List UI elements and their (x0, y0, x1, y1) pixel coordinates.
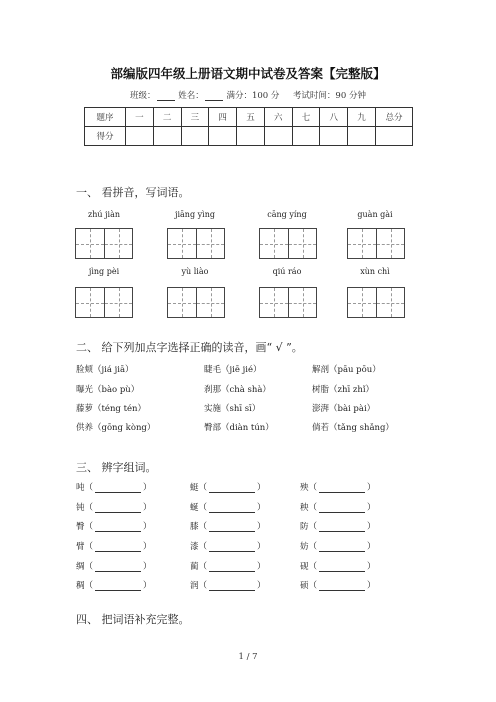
character: 秧 (300, 503, 309, 513)
answer-blank[interactable] (209, 484, 255, 493)
score-header-cell: 题序 (85, 108, 126, 127)
pinyin-row-1 (55, 210, 455, 222)
answer-blank[interactable] (95, 543, 141, 552)
score-cell[interactable] (292, 127, 320, 146)
score-table (84, 107, 413, 146)
score-header-cell: 四 (209, 108, 237, 127)
page-number: 1 / 7 (238, 652, 258, 662)
score-header-cell: 六 (264, 108, 292, 127)
word-group-item: 蜓（ ） (190, 483, 266, 493)
reading-option[interactable]: 藤萝（téng tén） (76, 404, 146, 414)
word-group-item: 蜒（ ） (190, 503, 266, 513)
word-group-item: 防（ ） (300, 522, 376, 532)
score-header-cell: 五 (237, 108, 265, 127)
character: 钝 (76, 503, 85, 513)
reading-option[interactable]: 澎湃（bài pài） (312, 404, 376, 414)
word-group-item: 绸（ ） (76, 562, 152, 572)
answer-blank[interactable] (319, 523, 365, 532)
score-cell[interactable] (237, 127, 265, 146)
reading-option[interactable]: 实施（shī sī） (204, 404, 261, 414)
reading-option[interactable]: 臀部（diàn tún） (204, 423, 274, 433)
word-group-item: 蔺（ ） (190, 562, 266, 572)
pinyin: cāng yíng (267, 210, 307, 219)
writing-grid[interactable] (259, 287, 317, 318)
character: 绸 (76, 562, 85, 572)
word-group-item: 殃（ ） (300, 483, 376, 493)
reading-option[interactable]: 曝光（bào pù） (76, 385, 140, 395)
reading-option[interactable]: 解剖（pāu pōu） (312, 365, 381, 375)
character: 膝 (190, 522, 199, 532)
score-header-cell: 三 (181, 108, 209, 127)
word-group-item: 妨（ ） (300, 542, 376, 552)
character: 妨 (300, 542, 309, 552)
word-group-item: 硕（ ） (300, 581, 376, 591)
character: 蜓 (190, 483, 199, 493)
reading-option[interactable]: 刹那（chà shà） (204, 385, 271, 395)
reading-option[interactable]: 树脂（zhī zhǐ） (312, 385, 375, 395)
pinyin: guàn gài (357, 210, 393, 219)
page-title: 部编版四年级上册语文期中试卷及答案【完整版】 (110, 66, 386, 81)
section-3-heading: 三、 辨字组词。 (76, 461, 157, 474)
word-group-item: 砚（ ） (300, 562, 376, 572)
writing-grid[interactable] (259, 228, 317, 259)
class-blank[interactable] (157, 92, 175, 101)
score-header-cell: 总分 (376, 108, 413, 127)
character: 硕 (300, 581, 309, 591)
score-row-label: 得分 (85, 127, 126, 146)
score-cell[interactable] (153, 127, 181, 146)
answer-blank[interactable] (319, 543, 365, 552)
exam-time: 考试时间：90 分钟 (292, 91, 366, 101)
pinyin: jiāng yìng (175, 210, 215, 219)
reading-option[interactable]: 脸颊（jiá jiā） (76, 365, 134, 375)
writing-grid[interactable] (347, 228, 405, 259)
word-group-item: 秧（ ） (300, 503, 376, 513)
reading-option[interactable]: 供养（gōng kòng） (76, 423, 156, 433)
writing-grid[interactable] (167, 287, 225, 318)
section-4-heading: 四、 把词语补充完整。 (76, 613, 190, 626)
score-cell[interactable] (376, 127, 413, 146)
answer-blank[interactable] (319, 563, 365, 572)
word-group-item: 膝（ ） (190, 522, 266, 532)
character: 漆 (190, 542, 199, 552)
character: 臀 (76, 522, 85, 532)
answer-blank[interactable] (319, 484, 365, 493)
answer-blank[interactable] (209, 523, 255, 532)
answer-blank[interactable] (209, 504, 255, 513)
reading-option[interactable]: 倘若（tǎng shǎng） (312, 423, 394, 433)
answer-blank[interactable] (95, 484, 141, 493)
writing-grid[interactable] (75, 228, 133, 259)
writing-grid[interactable] (75, 287, 133, 318)
answer-blank[interactable] (209, 582, 255, 591)
exam-info (0, 89, 496, 101)
writing-grid[interactable] (167, 228, 225, 259)
answer-blank[interactable] (209, 543, 255, 552)
answer-blank[interactable] (95, 523, 141, 532)
word-group-item: 钝（ ） (76, 503, 152, 513)
character: 臂 (76, 542, 85, 552)
character: 防 (300, 522, 309, 532)
writing-grid[interactable] (347, 287, 405, 318)
pinyin: xùn chì (360, 267, 390, 276)
score-header-cell: 八 (320, 108, 348, 127)
character: 蔺 (190, 562, 199, 572)
score-header-cell: 七 (292, 108, 320, 127)
character: 殃 (300, 483, 309, 493)
score-cell[interactable] (264, 127, 292, 146)
section-1-heading: 一、 看拼音，写词语。 (76, 186, 190, 199)
full-score: 满分：100 分 (226, 91, 280, 101)
score-cell[interactable] (126, 127, 154, 146)
class-label: 班级： (130, 91, 156, 101)
score-cell[interactable] (320, 127, 348, 146)
character: 蜒 (190, 503, 199, 513)
score-header-cell: 一 (126, 108, 154, 127)
word-group-item: 臂（ ） (76, 542, 152, 552)
score-value-row (85, 127, 413, 146)
name-blank[interactable] (205, 92, 223, 101)
score-header-cell: 二 (153, 108, 181, 127)
score-header-row (85, 108, 413, 127)
answer-blank[interactable] (319, 582, 365, 591)
character: 润 (190, 581, 199, 591)
pinyin-row-2 (55, 267, 455, 279)
word-group-item: 臀（ ） (76, 522, 152, 532)
pinyin: qiú ráo (272, 267, 302, 276)
character: 稠 (76, 581, 85, 591)
word-group-item: 润（ ） (190, 581, 266, 591)
answer-blank[interactable] (95, 504, 141, 513)
name-label: 姓名： (178, 91, 204, 101)
answer-blank[interactable] (95, 582, 141, 591)
answer-blank[interactable] (209, 563, 255, 572)
pinyin: jìng pèi (88, 267, 120, 276)
answer-blank[interactable] (319, 504, 365, 513)
word-group-item: 稠（ ） (76, 581, 152, 591)
character: 砚 (300, 562, 309, 572)
pinyin: zhú jiàn (87, 210, 121, 219)
section-2-heading: 二、 给下列加点字选择正确的读音，画“ √ ”。 (76, 341, 303, 354)
pinyin: yù liào (181, 267, 209, 276)
score-cell[interactable] (209, 127, 237, 146)
score-cell[interactable] (348, 127, 376, 146)
word-group-item: 吨（ ） (76, 483, 152, 493)
character: 吨 (76, 483, 85, 493)
reading-option[interactable]: 睫毛（jiē jié） (204, 365, 262, 375)
answer-blank[interactable] (95, 563, 141, 572)
word-group-item: 漆（ ） (190, 542, 266, 552)
score-header-cell: 九 (348, 108, 376, 127)
score-cell[interactable] (181, 127, 209, 146)
